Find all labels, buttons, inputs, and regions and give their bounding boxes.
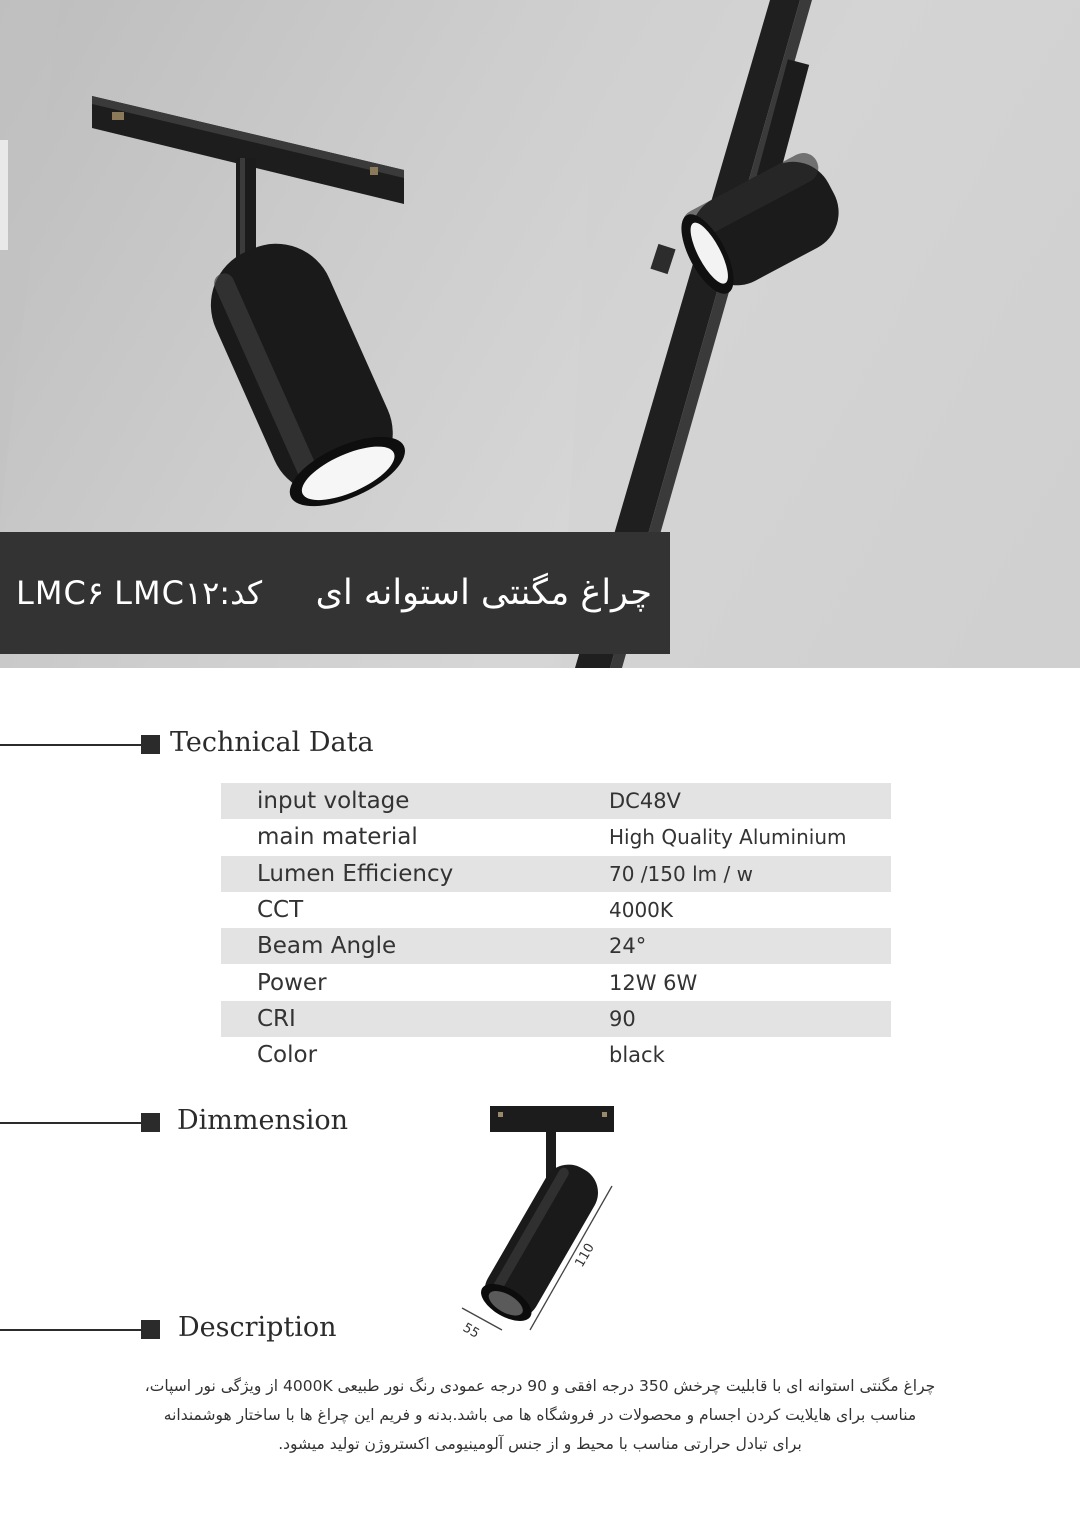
spec-value: 4000K (609, 898, 674, 923)
hero-photo (0, 0, 1080, 668)
description-line: مناسب برای هایلایت کردن اجسام و محصولات در فروشگاه ها می باشد.بدنه و فریم این چراغ ها با ساختار هوشمندانه (163, 1406, 917, 1424)
description-text (90, 1372, 990, 1459)
spec-row (221, 964, 891, 1000)
product-code: LMC۶ LMC۱۲:کد (16, 574, 263, 612)
spec-label: Lumen Efficiency (257, 860, 454, 887)
description-divider (0, 1329, 150, 1331)
dimension-bullet (141, 1113, 160, 1132)
spec-label: CCT (257, 897, 304, 924)
diameter-label (460, 1320, 482, 1341)
spec-row (221, 1037, 891, 1073)
spec-value: High Quality Aluminium (609, 825, 847, 850)
product-title-bar (0, 532, 670, 654)
dimension-drawing (440, 1098, 640, 1348)
spec-table (221, 783, 891, 1073)
spec-row (221, 856, 891, 892)
spec-value: 12W 6W (609, 970, 698, 995)
spec-value: DC48V (609, 789, 681, 814)
spec-label: input voltage (257, 788, 410, 815)
description-line: برای تبادل حرارتی مناسب با محیط و از جنس آلومینیومی اکستروژن تولید میشود. (278, 1435, 802, 1453)
spec-value: 24° (609, 934, 647, 959)
spec-value: 70 /150 lm / w (609, 861, 753, 886)
spec-label: Color (257, 1042, 318, 1069)
spec-row (221, 928, 891, 964)
spec-row (221, 783, 891, 819)
spec-row (221, 819, 891, 855)
spec-row (221, 1001, 891, 1037)
spec-value: 90 (609, 1006, 636, 1031)
description-heading: Description (178, 1312, 337, 1343)
technical-bullet (141, 735, 160, 754)
spec-label: Beam Angle (257, 933, 397, 960)
dimension-divider (0, 1122, 150, 1124)
svg-text:110: 110 (572, 1240, 598, 1270)
spec-label: Power (257, 969, 327, 996)
technical-heading: Technical Data (170, 727, 374, 758)
dimension-heading: Dimmension (177, 1105, 348, 1136)
spec-row (221, 892, 891, 928)
spec-value: black (609, 1043, 665, 1068)
description-bullet (141, 1320, 160, 1339)
length-label (572, 1241, 597, 1270)
description-line: چراغ مگنتی استوانه ای با قابلیت چرخش 350 درجه افقی و 90 درجه عمودی رنگ نور طبیعی 4000K از ویژگی نور اسپات، (144, 1377, 936, 1395)
product-title: چراغ مگنتی استوانه ای (315, 573, 652, 613)
technical-divider (0, 744, 150, 746)
spec-label: CRI (257, 1005, 296, 1032)
spec-label: main material (257, 824, 418, 851)
svg-text:55: 55 (460, 1320, 482, 1342)
